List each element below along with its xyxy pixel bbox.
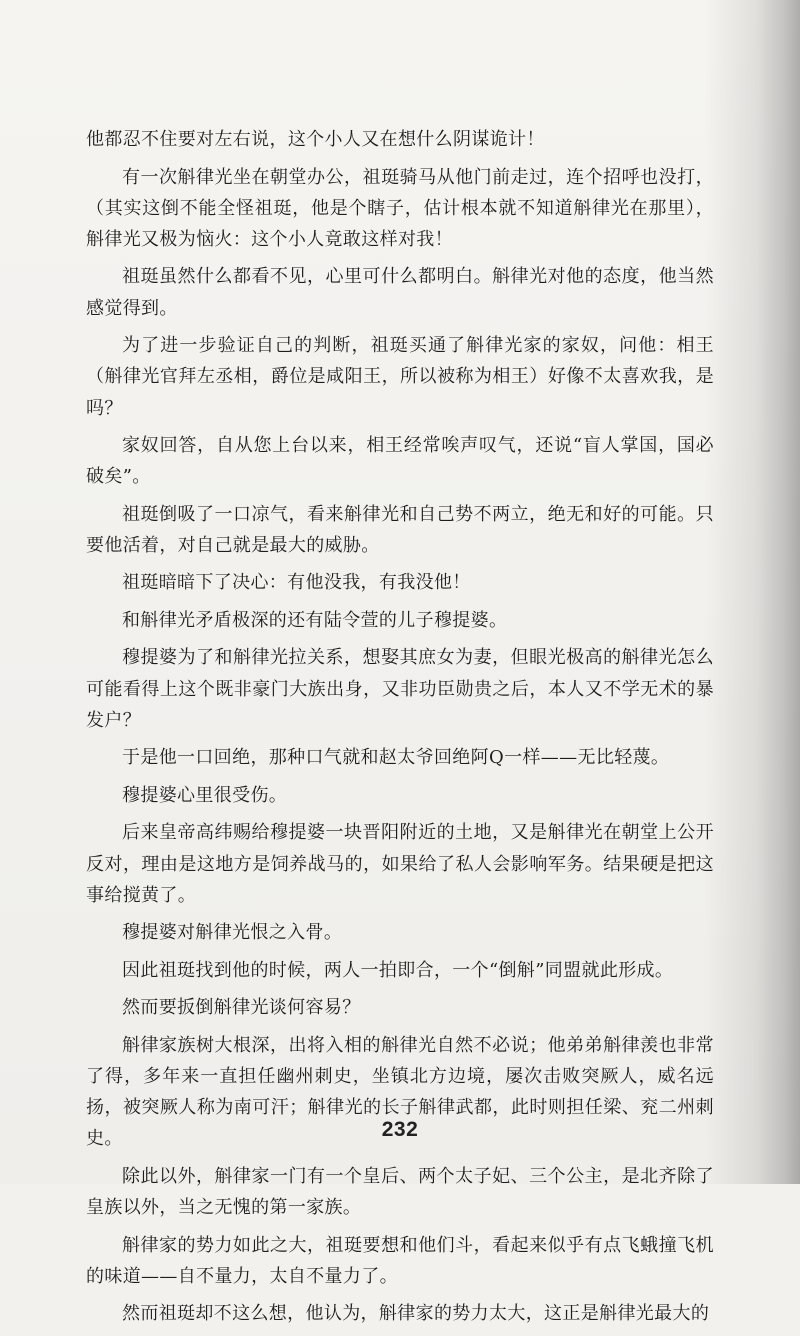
- paragraph: 他都忍不住要对左右说，这个小人又在想什么阴谋诡计！: [86, 129, 545, 150]
- paragraph: 然而要扳倒斛律光谈何容易？: [122, 997, 361, 1019]
- paragraph: 穆提婆对斛律光恨之入骨。: [122, 922, 343, 944]
- paragraph: 后来皇帝高纬赐给穆提婆一块晋阳附近的土地，又是斛律光在朝堂上公开反对，理由是这地方是饲养战马的，如果给了私人会影响军务。结果硬是把这事给搅黄了。: [86, 822, 714, 906]
- paragraph: 斛律家族树大根深，出将入相的斛律光自然不必说；他弟弟斛律羡也非常了得，多年来一直担任幽州刺史，坐镇北方边境，屡次击败突厥人，威名远扬，被突厥人称为南可汗；斛律光的长子斛律武都，此时则担任梁、兖二州刺史。: [86, 1034, 714, 1150]
- paragraph: 除此以外，斛律家一门有一个皇后、两个太子妃、三个公主，是北齐除了皇族以外，当之无愧的第一家族。: [86, 1165, 714, 1219]
- paragraph: 祖珽倒吸了一口凉气，看来斛律光和自己势不两立，绝无和好的可能。只要他活着，对自己就是最大的威胁。: [86, 503, 714, 556]
- paragraph: 为了进一步验证自己的判断，祖珽买通了斛律光家的家奴，问他：相王（斛律光官拜左丞相，爵位是咸阳王，所以被称为相王）好像不太喜欢我，是吗？: [86, 335, 714, 419]
- paragraph: 祖珽暗暗下了决心：有他没我，有我没他！: [122, 572, 471, 594]
- paragraph: 家奴回答，自从您上台以来，相王经常唉声叹气，还说“盲人掌国，国必破矣”。: [86, 435, 714, 488]
- body-text: [86, 124, 714, 1336]
- paragraph: 有一次斛律光坐在朝堂办公，祖珽骑马从他门前走过，连个招呼也没打，（其实这倒不能全怪祖珽，他是个瞎子，估计根本就不知道斛律光在那里），斛律光又极为恼火：这个小人竟敢这样对我！: [86, 166, 714, 250]
- paragraph: 斛律家的势力如此之大，祖珽要想和他们斗，看起来似乎有点飞蛾撞飞机的味道——自不量力，太自不量力了。: [86, 1234, 714, 1287]
- paragraph: 穆提婆心里很受伤。: [122, 784, 288, 806]
- paragraph: 和斛律光矛盾极深的还有陆令萱的儿子穆提婆。: [122, 609, 508, 631]
- paragraph: 于是他一口回绝，那种口气就和赵太爷回绝阿Q一样——无比轻蔑。: [122, 747, 670, 769]
- paragraph: 然而祖珽却不这么想，他认为，斛律家的势力太大，这正是斛律光最大的: [122, 1303, 710, 1325]
- book-spine-shadow: [758, 0, 800, 1184]
- paragraph: 穆提婆为了和斛律光拉关系，想娶其庶女为妻，但眼光极高的斛律光怎么可能看得上这个既非豪门大族出身，又非功臣勋贵之后，本人又不学无术的暴发户？: [86, 647, 714, 731]
- paragraph: 因此祖珽找到他的时候，两人一拍即合，一个“倒斛”同盟就此形成。: [122, 959, 674, 981]
- paragraph: 祖珽虽然什么都看不见，心里可什么都明白。斛律光对他的态度，他当然感觉得到。: [86, 266, 714, 319]
- page-number: 232: [381, 1118, 419, 1141]
